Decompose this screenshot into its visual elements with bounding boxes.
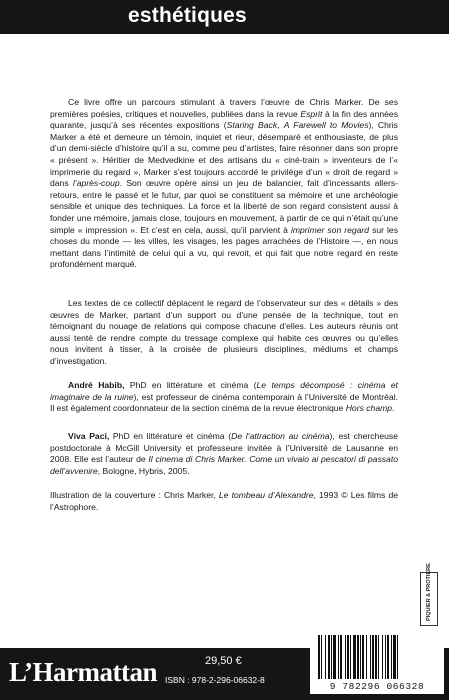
barcode-digits: 9 782296 066328: [329, 681, 425, 692]
printer-logo-text: PIQUIER & PROTIERE: [426, 563, 432, 621]
series-title: esthétiques: [128, 4, 247, 27]
cover-credit: [50, 490, 398, 513]
price: 29,50 €: [205, 655, 242, 667]
cover-credit-text: Illustration de la couverture : Chris Marker, Le tombeau d’Alexandre, 1993 © Les films de l’Astrophore.: [50, 490, 399, 512]
isbn: ISBN : 978-2-296-06632-8: [165, 675, 265, 685]
barcode-bars: [310, 631, 444, 681]
barcode: [310, 631, 444, 694]
author-bio-paci: [50, 431, 398, 477]
paragraph-2-text: Les textes de ce collectif déplacent le regard de l’observateur sur des « détails » des œuvres de Marker, partant d’un support ou d’une pensée de la technique, tout en témoignant du nouage de relations qui compose chacune d’elles. Les auteurs réunis ont aussi tenté de rendre compte du tressage complexe qui habite ces œuvres ou qu’elles nous invitent à tisser, à la croisée de plusieurs disciplines, médiums et champs d’investigation.: [50, 298, 398, 366]
paragraph-1-text: Ce livre offre un parcours stimulant à travers l’œuvre de Chris Marker. De ses premières poésies, critiques et nouvelles, publiées dans la revue Esprit à la fin des années quarante, jusqu’à ses récentes expositions (Staring Back, A Farewell to Movies), Chris Marker a été et demeure un témoin, inquiet et rieur, désemparé et enthousiaste, de plus d’un demi-siècle d’histoire qu’il a su, comme peu d’artistes, faire résonner dans son propre « présent ». Héritier de Medvedkine et des artisans du « ciné-train » inventeurs de l’« imprimerie du regard », Marker s’est toujours accordé le privilège d’un « droit de regard » dans l’après-coup. Son œuvre opère ainsi un jeu de balancier, fait d’incessants allers-retours, entre le passé et le futur, par quoi se constituent sa mémoire et une archéologie sensible et unique des techniques. La force et la liberté de son regard consistent aussi à fonder une mémoire, jamais close, toujours en mouvement, à partir de ce qui n’était qu’une simple « impression ». Et c’est en cela, aussi, qu’il parvient à imprimer son regard sur les choses du monde — les villes, les visages, les pages arrachées de l’Histoire —, en nous mettant dans l’intimité de celui qui a vu, qui revoit, et qui fait que notre regard en reste profondément marqué.: [50, 97, 399, 270]
author-bio-text: PhD en littérature et cinéma (Le temps décomposé : cinéma et imaginaire de la ruine), est professeur de cinéma contemporain à l’Université de Montréal. Il est également coordonnateur de la section cinéma de la revue électronique Hors champ.: [50, 380, 398, 414]
description-paragraph-1: [50, 97, 398, 271]
author-bio-text: PhD en littérature et cinéma (De l’attraction au cinéma), est chercheuse postdoctorale à McGill University et professeure invitée à l’Université de Lausanne en 2008. Elle est l’auteur de Il cinema di Chris Marker. Come un vivaio ai pescatori di passato dell’avvenire, Bologne, Hybris, 2005.: [50, 431, 399, 476]
printer-logo: [420, 563, 438, 626]
publisher-logo: L’Harmattan: [9, 657, 157, 687]
description-paragraph-2: [50, 298, 398, 368]
author-name: André Habib,: [68, 380, 125, 390]
author-name: Viva Paci,: [68, 431, 110, 441]
author-bio-habib: [50, 380, 398, 415]
